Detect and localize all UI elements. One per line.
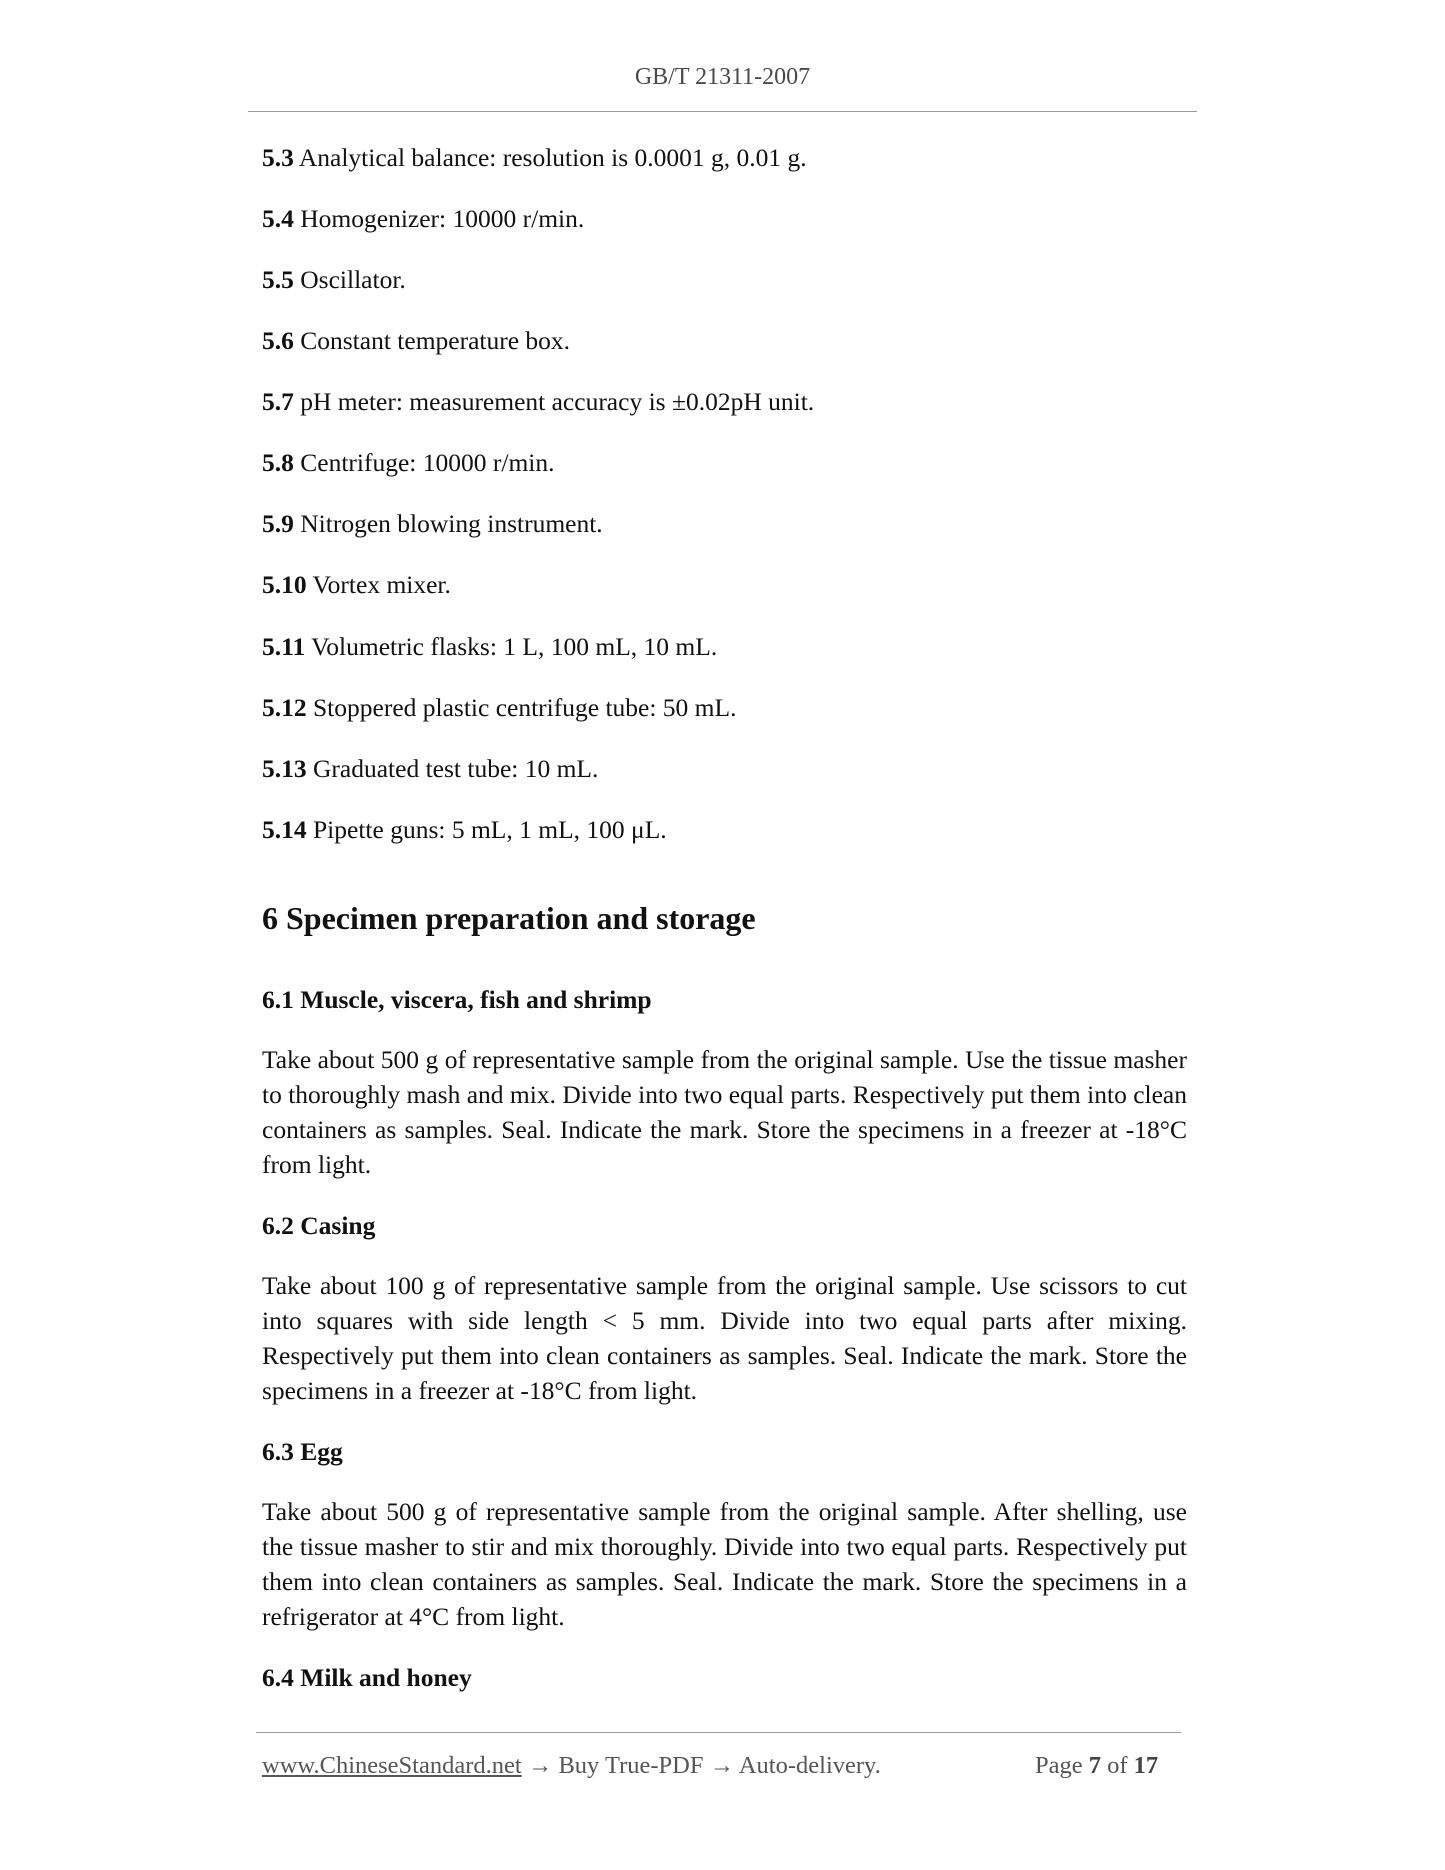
list-item: 5.3 Analytical balance: resolution is 0.0001 g, 0.01 g. xyxy=(262,143,807,172)
footer-divider xyxy=(256,1732,1181,1733)
list-item: 5.6 Constant temperature box. xyxy=(262,326,571,355)
list-item: 5.7 pH meter: measurement accuracy is ±0.02pH unit. xyxy=(262,387,815,416)
list-item: 5.11 Volumetric flasks: 1 L, 100 mL, 10 mL. xyxy=(262,632,718,661)
header-divider xyxy=(248,111,1197,112)
paragraph: Take about 100 g of representative sample from the original sample. Use scissors to cut into squares with side length < 5 mm. Divide into two equal parts after mixing. Respectively put them into clean containers as samples. Seal. Indicate the mark. Store the specimens in a freezer at -18°C from light. xyxy=(262,1271,1187,1405)
list-item: 5.8 Centrifuge: 10000 r/min. xyxy=(262,448,555,477)
subsection-heading: 6.1 Muscle, viscera, fish and shrimp xyxy=(262,985,652,1014)
page-header-title: GB/T 21311-2007 xyxy=(634,64,811,90)
subsection-heading: 6.3 Egg xyxy=(262,1437,343,1466)
list-item: 5.13 Graduated test tube: 10 mL. xyxy=(262,754,599,783)
list-item: 5.9 Nitrogen blowing instrument. xyxy=(262,509,603,538)
subsection-heading: 6.2 Casing xyxy=(262,1211,376,1240)
list-item: 5.12 Stoppered plastic centrifuge tube: 50 mL. xyxy=(262,693,737,722)
list-item: 5.5 Oscillator. xyxy=(262,265,406,294)
section-heading: 6 Specimen preparation and storage xyxy=(262,900,756,936)
subsection-heading: 6.4 Milk and honey xyxy=(262,1663,472,1692)
website-link[interactable]: www.ChineseStandard.net xyxy=(262,1752,522,1779)
paragraph: Take about 500 g of representative sample from the original sample. After shelling, use the tissue masher to stir and mix thoroughly. Divide into two equal parts. Respectively put them into clean containers as samples. Seal. Indicate the mark. Store the specimens in a refrigerator at 4°C from light. xyxy=(262,1497,1187,1631)
list-item: 5.4 Homogenizer: 10000 r/min. xyxy=(262,204,585,233)
page-indicator xyxy=(1035,1752,1158,1780)
list-item: 5.14 Pipette guns: 5 mL, 1 mL, 100 μL. xyxy=(262,815,667,844)
of-label: of xyxy=(1107,1752,1128,1779)
page-current: 7 xyxy=(1088,1752,1101,1779)
page-label: Page xyxy=(1035,1752,1083,1779)
footer-tagline: → Buy True-PDF → Auto-delivery. xyxy=(521,1752,881,1779)
list-item: 5.10 Vortex mixer. xyxy=(262,570,451,599)
footer-promo xyxy=(262,1752,881,1780)
page-total: 17 xyxy=(1133,1752,1159,1779)
paragraph: Take about 500 g of representative sample from the original sample. Use the tissue masher to thoroughly mash and mix. Divide into two equal parts. Respectively put them into clean containers as samples. Seal. Indicate the mark. Store the specimens in a freezer at -18°C from light. xyxy=(262,1045,1187,1179)
